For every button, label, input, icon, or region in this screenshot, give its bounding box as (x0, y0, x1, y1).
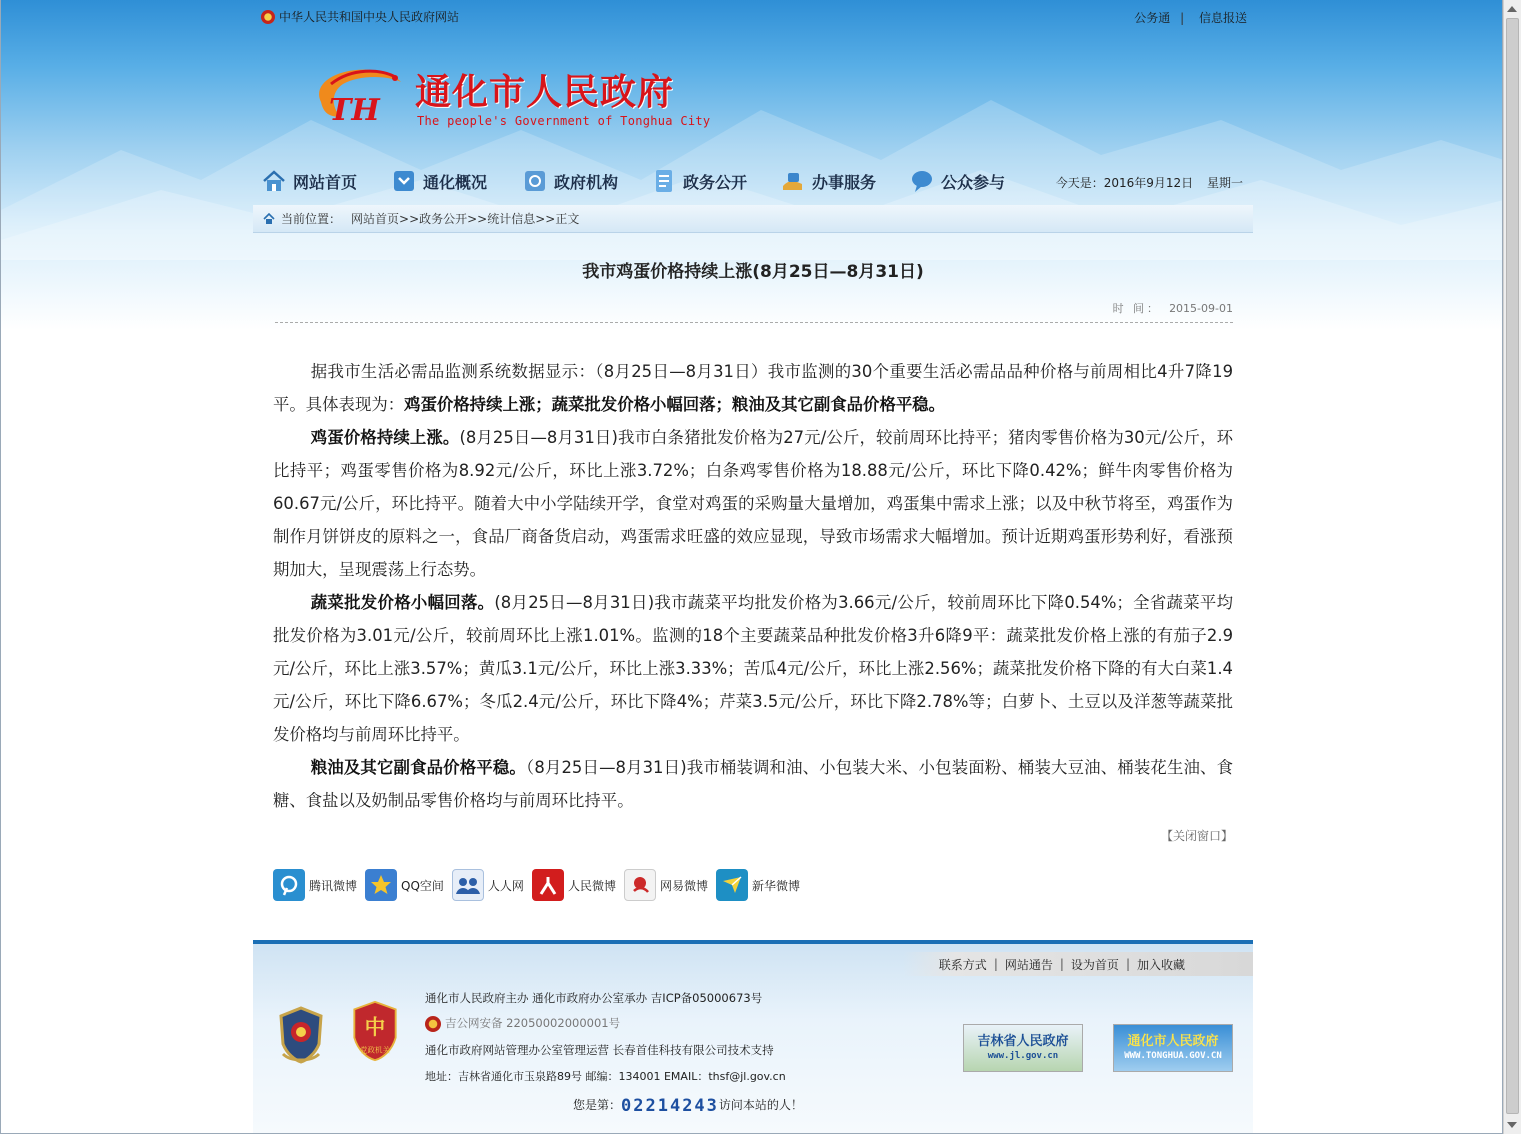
breadcrumb-home-icon (263, 213, 275, 225)
paragraph-1 (273, 355, 1233, 421)
breadcrumb-path[interactable]: 网站首页>>政务公开>>统计信息>>正文 (351, 212, 580, 226)
share-label: 人人网 (487, 878, 524, 893)
close-window-link[interactable]: 【关闭窗口】 (1160, 829, 1233, 843)
article-title: 我市鸡蛋价格持续上涨(8月25日—8月31日) (582, 262, 924, 282)
nav-item-label: 通化概况 (423, 172, 488, 192)
nav-item-label: 政务公开 (683, 172, 748, 192)
share-people-weibo[interactable] (532, 869, 616, 901)
footer-address-line: 地址：吉林省通化市玉泉路89号 邮编：134001 EMAIL：thsf@jl.gov.cn (425, 1070, 786, 1083)
nav-item-services[interactable] (780, 164, 876, 198)
footer-link-separator: | (1059, 957, 1064, 971)
time-label: 时 间： (1112, 302, 1162, 315)
date-text: 今天是：2016年9月12日 (1055, 176, 1194, 190)
service-icon (780, 168, 806, 194)
nav-item-gov-affairs[interactable] (651, 164, 747, 198)
party-gov-badge-icon[interactable] (349, 1000, 401, 1062)
footer-host-line: 通化市人民政府主办 通化市政府办公室承办 吉ICP备05000673号 (425, 991, 763, 1005)
banner-title: 通化市人民政府 (1127, 1034, 1219, 1049)
tencent-weibo-icon (273, 869, 305, 901)
counter-digits: 02214243 (621, 1096, 719, 1116)
visitor-counter (573, 1096, 803, 1116)
home-icon (261, 168, 287, 194)
public-security-icon (425, 1016, 441, 1032)
share-label: 网易微博 (659, 878, 708, 893)
site-subtitle: The people's Government of Tonghua City (417, 114, 711, 128)
share-qzone[interactable] (365, 869, 444, 901)
counter-prefix: 您是第： (573, 1098, 622, 1112)
share-xinhua-weibo[interactable] (716, 869, 800, 901)
breadcrumb (253, 205, 1253, 233)
tonghua-gov-banner[interactable] (1113, 1024, 1233, 1072)
share-renren[interactable] (452, 869, 524, 901)
current-date (1046, 174, 1243, 191)
share-label: 人民微博 (567, 878, 616, 893)
breadcrumb-label: 当前位置： (281, 212, 342, 226)
xinhua-weibo-icon (716, 869, 748, 901)
top-links (1128, 9, 1247, 26)
paragraph-highlight: 鸡蛋价格持续上涨；蔬菜批发价格小幅回落；粮油及其它副食品价格平稳。 (404, 395, 946, 414)
publish-time: 2015-09-01 (1169, 302, 1233, 315)
paragraph-heading: 蔬菜批发价格小幅回落。 (310, 593, 495, 612)
top-bar (253, 6, 1253, 28)
paragraph-2 (273, 421, 1233, 586)
nav-item-label: 网站首页 (293, 172, 358, 192)
main-nav (257, 164, 1253, 198)
top-link-gongwutong[interactable]: 公务通 (1134, 11, 1171, 25)
renren-icon (452, 869, 484, 901)
footer-link-bookmark[interactable]: 加入收藏 (1136, 957, 1185, 972)
vertical-scrollbar[interactable] (1503, 0, 1521, 1134)
counter-suffix: 访问本站的人！ (718, 1098, 803, 1112)
people-weibo-icon (532, 869, 564, 901)
footer-security-text: 吉公网安备 22050002000001号 (445, 1016, 621, 1030)
site-logo[interactable] (301, 62, 721, 142)
footer-security-line[interactable] (425, 1015, 620, 1032)
paragraph-4 (273, 751, 1233, 817)
footer (253, 940, 1253, 1134)
share-label: QQ空间 (401, 878, 444, 893)
footer-link-separator: | (1125, 957, 1130, 971)
share-bar (273, 869, 808, 901)
overview-icon (391, 168, 417, 194)
share-label: 腾讯微博 (309, 878, 358, 893)
nav-item-label: 办事服务 (812, 172, 877, 192)
footer-link-separator: | (993, 957, 998, 971)
nav-item-overview[interactable] (391, 164, 487, 198)
footer-link-set-homepage[interactable]: 设为首页 (1070, 957, 1119, 972)
share-label: 新华微博 (751, 878, 800, 893)
jilin-gov-banner[interactable] (963, 1024, 1083, 1072)
paragraph-text: (8月25日—8月31日)我市白条猪批发价格为27元/公斤，较前周环比持平；猪肉零售价格为30元/公斤，环比持平；鸡蛋零售价格为8.92元/公斤，环比上涨3.72%；白条鸡零售价格为18.88元/公斤，环比下降0.42%；鲜牛肉零售价格为60.67元/公斤，环比持平。随着大中小学陆续开学，食堂对鸡蛋的采购量大量增加，鸡蛋集中需求上涨；以及中秋节将至，鸡蛋作为制作月饼饼皮的原料之一，食品厂商备货启动，鸡蛋需求旺盛的效应显现，导致市场需求大幅增加。预计近期鸡蛋形势利好，看涨预期加大，呈现震荡上行态势。 (273, 428, 1233, 579)
share-tencent-weibo[interactable] (273, 869, 357, 901)
banner-url: WWW.TONGHUA.GOV.CN (1124, 1051, 1222, 1061)
top-link-separator: | (1180, 11, 1185, 25)
badge-text: 党政机关 (360, 1045, 390, 1055)
weekday-text: 星期一 (1206, 176, 1243, 190)
qzone-icon (365, 869, 397, 901)
footer-link-notice[interactable]: 网站通告 (1004, 957, 1053, 972)
article-body (273, 355, 1233, 817)
central-gov-link[interactable] (253, 8, 459, 25)
paragraph-text: (8月25日—8月31日)我市蔬菜平均批发价格为3.66元/公斤，较前周环比下降0.54%；全省蔬菜平均批发价格为3.01元/公斤，较前周环比上涨1.01%。监测的18个主要蔬菜品种批发价格3升6降9平：蔬菜批发价格上涨的有茄子2.9元/公斤，环比上涨3.57%；黄瓜3.1元/公斤，环比上涨3.33%；苦瓜4元/公斤，环比上涨2.56%；蔬菜批发价格下降的有大白菜1.4元/公斤，环比下降6.67%；冬瓜2.4元/公斤，环比下降4%；芹菜3.5元/公斤，环比下降2.78%等；白萝卜、土豆以及洋葱等蔬菜批发价格均与前周环比持平。 (273, 593, 1233, 744)
site-title: 通化市人民政府 (415, 71, 675, 113)
banner-title: 吉林省人民政府 (977, 1034, 1069, 1049)
svg-text:中: 中 (364, 1014, 386, 1039)
scroll-up-icon[interactable] (1507, 6, 1517, 12)
police-badge-icon[interactable] (275, 1004, 327, 1066)
footer-link-contact[interactable]: 联系方式 (938, 957, 987, 972)
national-emblem-icon (261, 10, 275, 24)
paragraph-text: （8月25日—8月31日)我市桶装调和油、小包装大米、小包装面粉、桶装大豆油、桶装花生油、食糖、食盐以及奶制品零售价格均与前周环比持平。 (273, 758, 1234, 810)
paragraph-heading: 粮油及其它副食品价格平稳。 (310, 758, 526, 777)
nav-item-home[interactable] (261, 164, 357, 198)
share-netease-weibo[interactable] (624, 869, 708, 901)
netease-weibo-icon (624, 869, 656, 901)
footer-operator-line: 通化市政府网站管理办公室管理运营 长春首佳科技有限公司技术支持 (425, 1043, 774, 1057)
scrollbar-thumb[interactable] (1506, 18, 1519, 1114)
title-divider (275, 322, 1233, 323)
scroll-down-icon[interactable] (1507, 1122, 1517, 1128)
top-link-info-report[interactable]: 信息报送 (1198, 11, 1247, 25)
nav-item-label: 公众参与 (941, 172, 1006, 192)
agency-icon (522, 168, 548, 194)
chat-icon (909, 168, 935, 194)
footer-links (903, 952, 1253, 976)
paragraph-3 (273, 586, 1233, 751)
logo-mark-text: TH (329, 93, 380, 128)
paragraph-heading: 鸡蛋价格持续上涨。 (310, 428, 460, 447)
paragraph-text: 据我市生活必需品监测系统数据显示：（8月25日—8月31日）我市监测的30个重要生活必需品品种价格与前周相比4升7降19平。具体表现为： (273, 362, 1233, 414)
nav-item-participation[interactable] (909, 164, 1005, 198)
central-gov-link-label: 中华人民共和国中央人民政府网站 (279, 10, 460, 24)
nav-item-agencies[interactable] (522, 164, 618, 198)
nav-item-label: 政府机构 (554, 172, 619, 192)
article-meta (273, 300, 1233, 316)
document-icon (651, 168, 677, 194)
banner-url: www.jl.gov.cn (987, 1051, 1059, 1061)
tonghua-logo-icon (301, 62, 411, 132)
